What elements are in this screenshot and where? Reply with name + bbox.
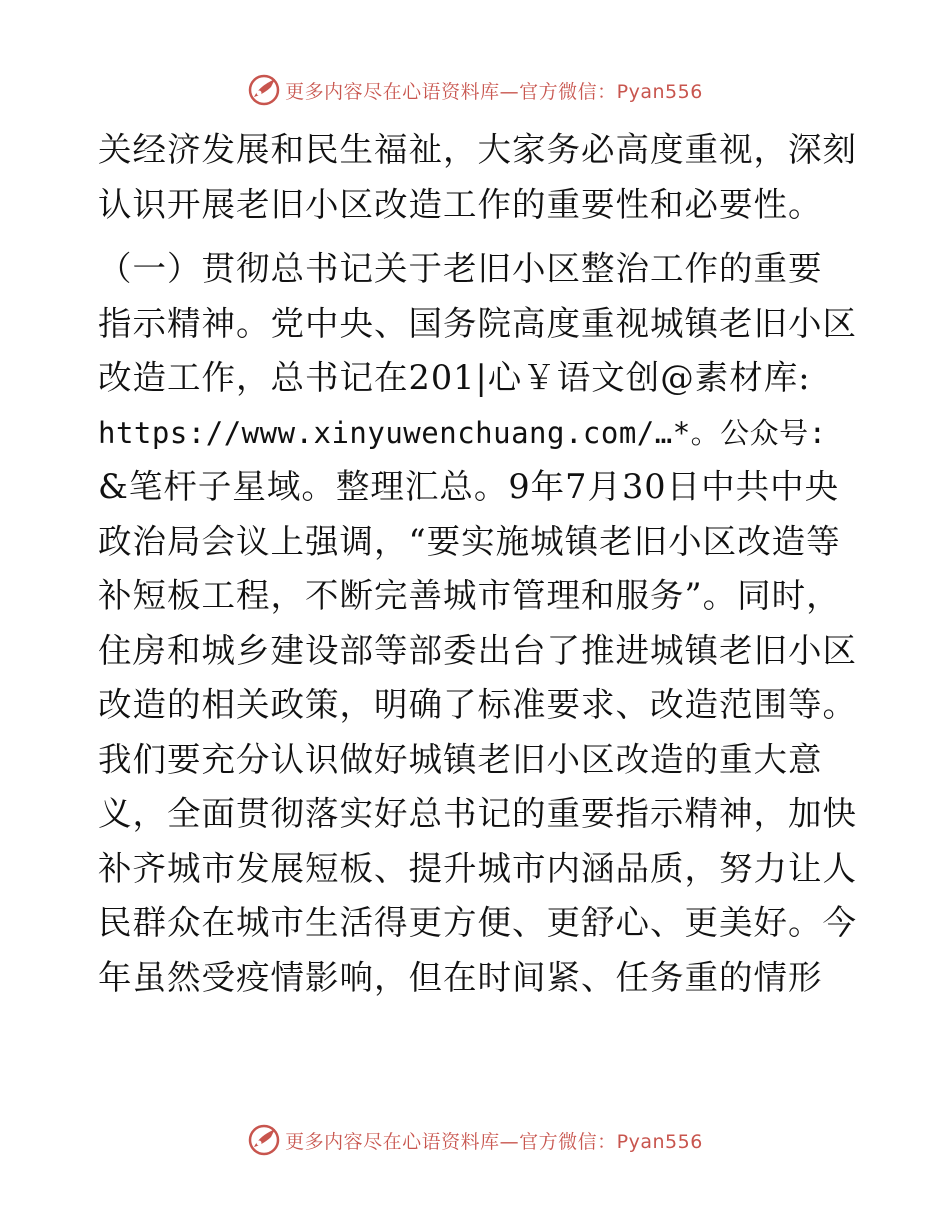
text-line: 关经济发展和民生福祉，大家务必高度重视，深刻 — [98, 130, 857, 169]
watermark-text — [285, 1127, 703, 1154]
text-line: 改造工作，总书记在201|心￥语文创@素材库: — [98, 358, 811, 397]
pen-logo-icon — [247, 73, 281, 107]
text-line: 义，全面贯彻落实好总书记的重要指示精神，加快 — [98, 794, 857, 833]
section-heading-line: （一）贯彻总书记关于老旧小区整治工作的重要 — [98, 249, 823, 288]
watermark-text — [285, 77, 703, 104]
text-line: 指示精神。党中央、国务院高度重视城镇老旧小区 — [98, 303, 857, 343]
text-line-url: https://www.xinyuwenchuang.com/…*。公众号: — [98, 415, 827, 450]
text-line: 住房和城乡建设部等部委出台了推进城镇老旧小区 — [98, 630, 857, 670]
text-line: 补短板工程，不断完善城市管理和服务”。同时， — [98, 576, 841, 615]
text-line: &笔杆子星域。整理汇总。9年7月30日中共中央 — [98, 467, 840, 506]
text-line: 认识开展老旧小区改造工作的重要性和必要性。 — [98, 184, 823, 224]
watermark-title: 更多内容尽在心语资料库 — [285, 80, 500, 103]
text-line: 补齐城市发展短板、提升城市内涵品质，努力让人 — [98, 848, 857, 888]
header-watermark — [0, 70, 950, 110]
watermark-wechat: 官方微信：Pyan556 — [519, 1130, 703, 1153]
watermark-wechat: 官方微信：Pyan556 — [519, 80, 703, 103]
text-line: 民群众在城市生活得更方便、更舒心、更美好。今 — [98, 903, 857, 942]
text-line: 我们要充分认识做好城镇老旧小区改造的重大意 — [98, 739, 823, 779]
text-line: 改造的相关政策，明确了标准要求、改造范围等。 — [98, 685, 857, 724]
watermark-dash: — — [499, 1130, 520, 1153]
text-line: 年虽然受疫情影响，但在时间紧、任务重的情形 — [98, 957, 823, 997]
pen-logo-icon — [247, 1123, 281, 1157]
document-body — [98, 123, 858, 1005]
footer-watermark — [0, 1120, 950, 1160]
watermark-title: 更多内容尽在心语资料库 — [285, 1130, 500, 1153]
watermark-dash: — — [499, 80, 520, 103]
text-line: 政治局会议上强调，“要实施城镇老旧小区改造等 — [98, 521, 841, 561]
